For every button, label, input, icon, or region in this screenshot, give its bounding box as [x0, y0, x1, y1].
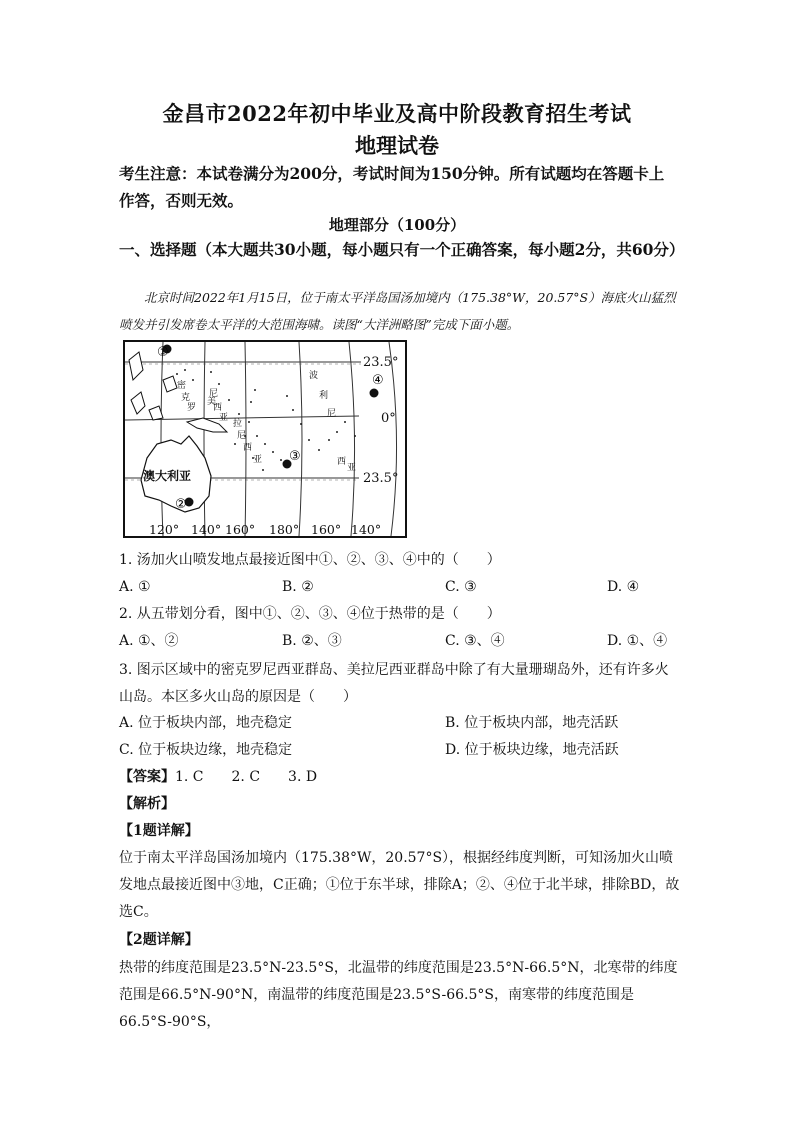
place-label-me-4: 西 — [243, 443, 253, 453]
point-1-label: ① — [157, 345, 169, 360]
detail-1-text: 位于南太平洋岛国汤加境内（175.38°W，20.57°S），根据经纬度判断，可知汤加火山喷发地点最接近图中③地，C正确；①位于东半球，排除A；②、④位于北半球，排除BD，故选C。 — [119, 850, 680, 920]
point-4-label: ④ — [372, 373, 384, 388]
question-3-option-c[interactable]: C. 位于板块边缘，地壳稳定 — [119, 742, 293, 758]
place-label-mi-6: 亚 — [219, 413, 229, 423]
lon-label-5: 140° — [351, 522, 382, 537]
place-label-mi-3: 罗 — [187, 403, 197, 413]
lat-label-north: 23.5° — [363, 355, 399, 370]
place-label-mi-2: 克 — [181, 393, 191, 403]
question-3-option-b[interactable]: B. 位于板块内部，地壳活跃 — [445, 715, 619, 731]
detail-1-label: 【1题详解】 — [119, 823, 199, 839]
oceania-map — [123, 340, 407, 538]
exam-notice: 考生注意：本试卷满分为200分，考试时间为150分钟。所有试题均在答题卡上作答，否则无效。 — [119, 164, 665, 210]
lon-label-1: 140° — [191, 522, 222, 537]
place-label-me-5: 亚 — [253, 455, 263, 465]
answer-values: 1. C 2. C 3. D — [175, 769, 318, 785]
lon-label-4: 160° — [311, 522, 342, 537]
analysis-label: 【解析】 — [119, 796, 175, 812]
part-heading: 地理部分（100分） — [328, 216, 466, 234]
question-2-option-b[interactable]: B. ②、③ — [282, 633, 342, 649]
question-1-option-b[interactable]: B. ② — [282, 579, 314, 595]
place-label-mi-1: 密 — [177, 381, 187, 391]
place-label-me-2: 拉 — [233, 419, 243, 429]
lon-label-3: 180° — [269, 522, 300, 537]
question-2-option-c[interactable]: C. ③、④ — [445, 633, 505, 649]
lon-label-0: 120° — [149, 522, 180, 537]
answer-label: 【答案】 — [119, 769, 175, 785]
point-3-label: ③ — [289, 449, 301, 464]
detail-2-text: 热带的纬度范围是23.5°N-23.5°S，北温带的纬度范围是23.5°N-66.5°N，北寒带的纬度范围是66.5°N-90°N，南温带的纬度范围是23.5°S-66.5°S，南寒带的纬度范围是66.5°S-90°S， — [119, 960, 678, 1030]
question-1-option-d[interactable]: D. ④ — [607, 579, 640, 595]
question-1-option-c[interactable]: C. ③ — [445, 579, 477, 595]
exam-title: 金昌市2022年初中毕业及高中阶段教育招生考试 — [162, 101, 632, 126]
lon-label-2: 160° — [225, 522, 256, 537]
question-1-stem: 1. 汤加火山喷发地点最接近图中①、②、③、④中的（ ） — [119, 552, 501, 568]
place-label-po-5: 亚 — [347, 463, 357, 473]
place-label-me-1: 美 — [207, 397, 217, 407]
point-2-label: ② — [175, 497, 187, 512]
section-heading: 一、选择题（本大题共30小题，每小题只有一个正确答案，每小题2分，共60分） — [119, 240, 685, 259]
place-label-po-2: 利 — [319, 391, 329, 401]
detail-2-label: 【2题详解】 — [119, 932, 199, 948]
question-intro: 北京时间2022年1月15日，位于南太平洋岛国汤加境内（175.38°W，20.57°S）海底火山猛烈喷发并引发席卷太平洋的大范围海啸。读图“大洋洲略图”完成下面小题。 — [119, 290, 676, 332]
question-2-stem: 2. 从五带划分看，图中①、②、③、④位于热带的是（ ） — [119, 606, 501, 622]
lat-label-south: 23.5° — [363, 471, 399, 486]
question-3-option-d[interactable]: D. 位于板块边缘，地壳活跃 — [445, 742, 619, 758]
place-label-australia: 澳大利亚 — [143, 469, 192, 483]
answer-line — [119, 766, 317, 788]
place-label-po-4: 西 — [337, 457, 347, 467]
question-2-option-d[interactable]: D. ①、④ — [607, 633, 668, 649]
place-label-me-3: 尼 — [237, 431, 247, 441]
exam-subtitle: 地理试卷 — [355, 133, 439, 158]
place-label-po-1: 波 — [309, 371, 319, 381]
point-4-marker — [370, 389, 379, 398]
place-label-mi-5: 西 — [213, 403, 223, 413]
question-1-option-a[interactable]: A. ① — [119, 579, 151, 595]
lat-label-equator: 0° — [381, 411, 396, 426]
place-label-po-3: 尼 — [327, 409, 337, 419]
question-2-option-a[interactable]: A. ①、② — [119, 633, 179, 649]
question-3-option-a[interactable]: A. 位于板块内部，地壳稳定 — [119, 715, 293, 731]
question-3-stem: 3. 图示区域中的密克罗尼西亚群岛、美拉尼西亚群岛中除了有大量珊瑚岛外，还有许多火山岛。本区多火山岛的原因是（ ） — [119, 662, 669, 705]
place-label-mi-4: 尼 — [209, 389, 219, 399]
